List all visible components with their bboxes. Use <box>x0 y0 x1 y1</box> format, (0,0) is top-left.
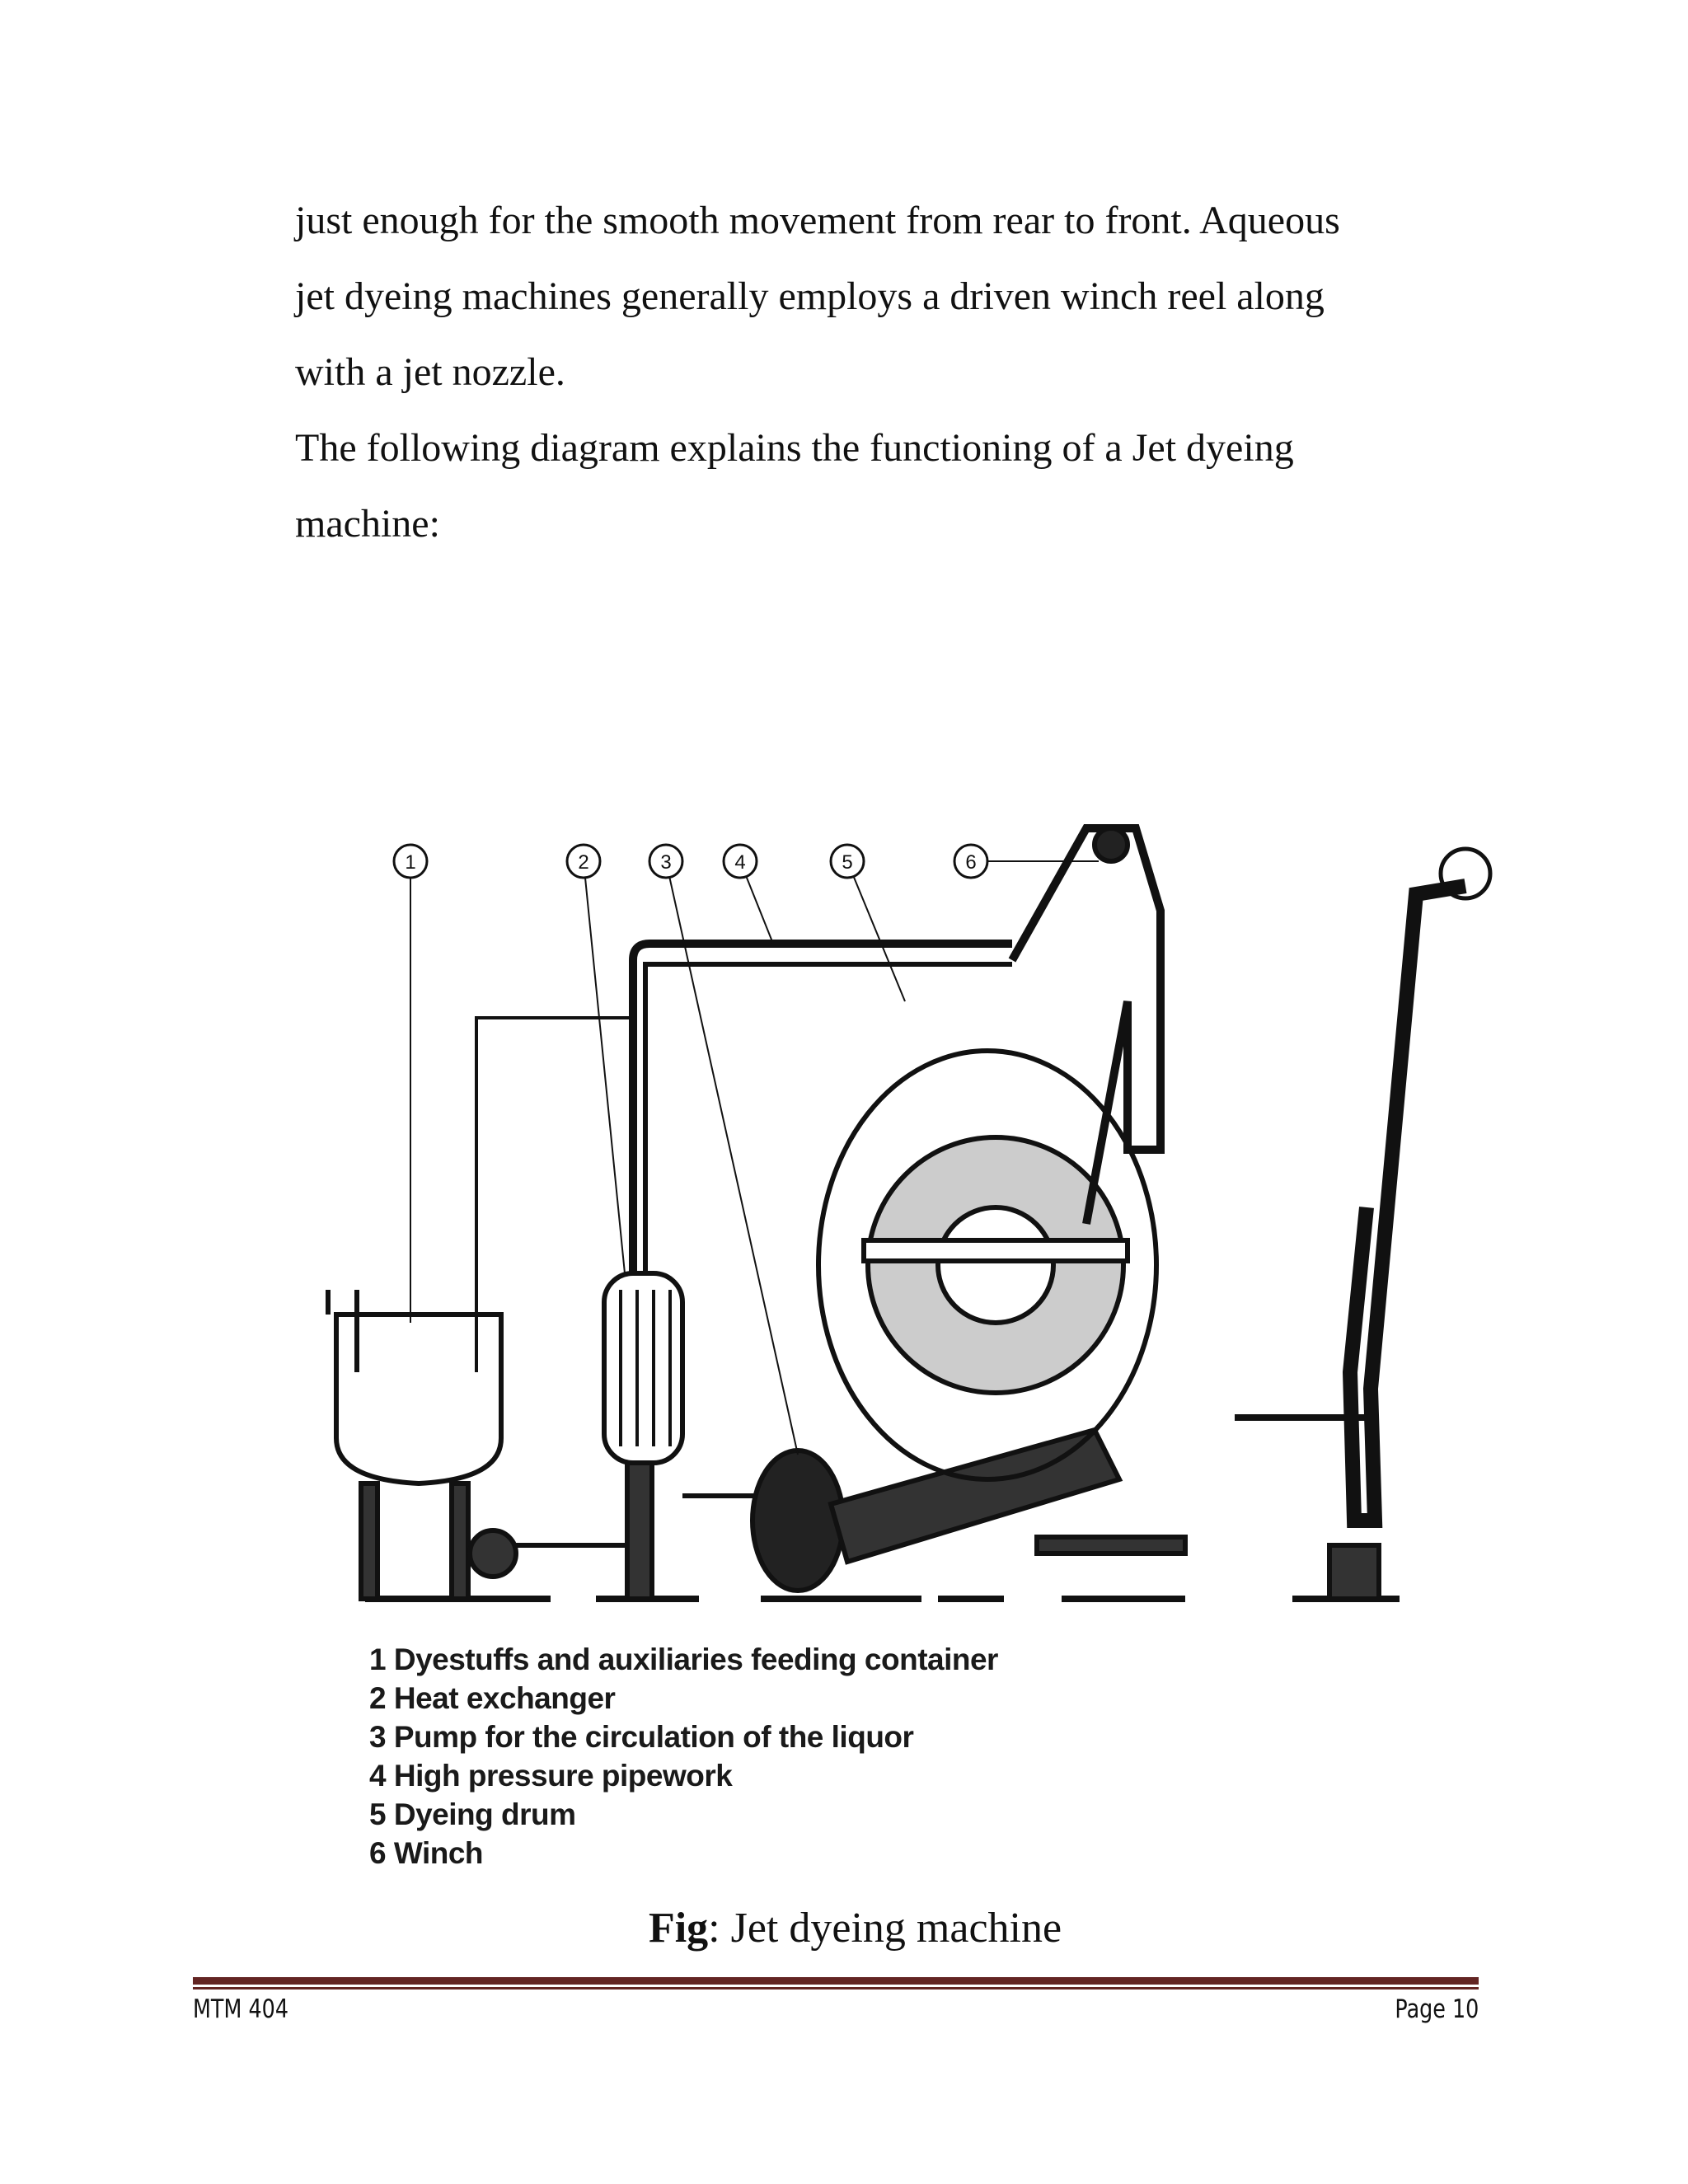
callout-2: 2 <box>578 851 589 874</box>
footer-page-number: Page 10 <box>1395 1994 1479 2024</box>
callout-5: 5 <box>842 851 853 874</box>
footer-divider <box>193 1977 1479 1985</box>
legend-item: 6 Winch <box>369 1836 484 1870</box>
legend-item: 2 Heat exchanger <box>369 1681 616 1715</box>
footer-course-code: MTM 404 <box>193 1994 288 2024</box>
callout-3: 3 <box>660 851 672 874</box>
callout-4: 4 <box>734 851 746 874</box>
body-line-5: machine: <box>295 502 440 546</box>
jet-dyeing-machine-diagram <box>303 795 1523 1611</box>
body-line-3: with a jet nozzle. <box>295 350 565 394</box>
legend-item: 1 Dyestuffs and auxiliaries feeding container <box>369 1643 998 1676</box>
callout-1: 1 <box>405 851 416 874</box>
legend-item: 5 Dyeing drum <box>369 1797 576 1831</box>
legend-item: 4 High pressure pipework <box>369 1759 733 1793</box>
footer-divider-thin <box>193 1987 1479 1990</box>
body-line-4: The following diagram explains the functioning of a Jet dyeing <box>295 426 1294 470</box>
figure-caption <box>0 1904 1688 1952</box>
callout-6: 6 <box>965 851 977 874</box>
caption-label: Fig <box>648 1905 709 1952</box>
body-line-2: jet dyeing machines generally employs a driven winch reel along <box>295 274 1325 318</box>
legend-item: 3 Pump for the circulation of the liquor <box>369 1720 914 1754</box>
figure-legend <box>369 1640 998 1872</box>
caption-text: : Jet dyeing machine <box>708 1905 1062 1952</box>
body-line-1: just enough for the smooth movement from rear to front. Aqueous <box>295 199 1340 242</box>
